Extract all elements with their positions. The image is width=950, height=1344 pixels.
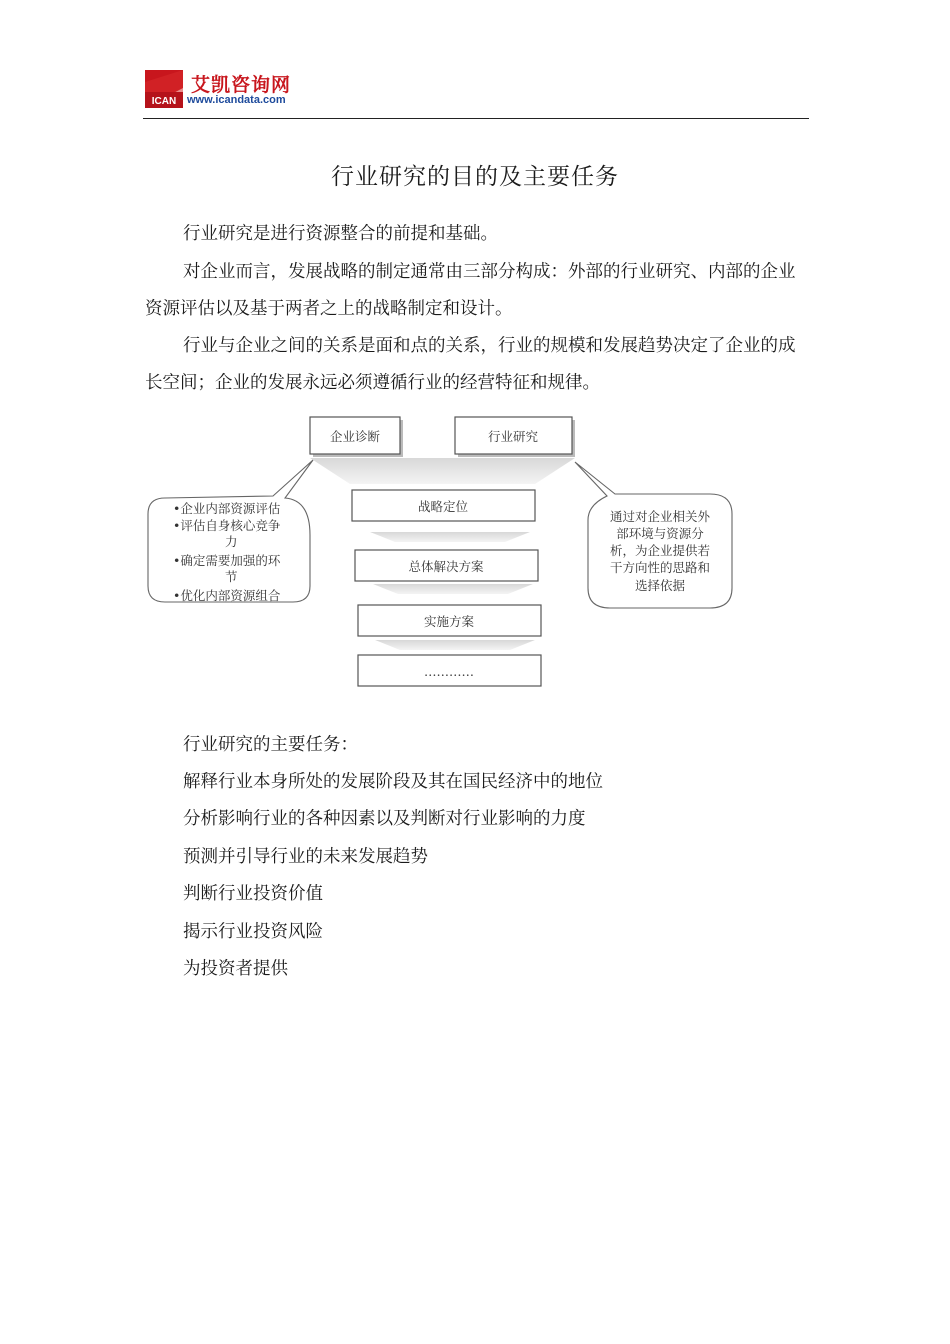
left-bubble-line-3: 力 bbox=[225, 534, 238, 549]
left-bubble-line-5: 节 bbox=[225, 569, 238, 584]
left-bubble-line-4: •确定需要加强的环 bbox=[173, 553, 281, 568]
funnel-top bbox=[310, 458, 575, 484]
paragraph-3: 行业与企业之间的关系是面和点的关系，行业的规模和发展趋势决定了企业的成长空间；企业的发展永远必须遵循行业的经营特征和规律。 bbox=[145, 336, 796, 393]
task-item: 分析影响行业的各种因素以及判断对行业影响的力度 bbox=[183, 809, 586, 829]
task-item: 判断行业投资价值 bbox=[183, 884, 323, 904]
funnel-step-2 bbox=[373, 584, 533, 594]
strategy-diagram bbox=[145, 410, 745, 695]
label-step-4: ………… bbox=[424, 664, 474, 679]
label-enterprise-diagnosis: 企业诊断 bbox=[329, 429, 381, 444]
left-bubble-line-6: •优化内部资源组合 bbox=[173, 588, 281, 603]
label-step-1: 战略定位 bbox=[417, 499, 469, 514]
page-header bbox=[143, 66, 809, 119]
left-bubble-line-2: •评估自身核心竞争 bbox=[173, 518, 281, 533]
funnel-step-3 bbox=[375, 640, 535, 650]
logo-url: www.icandata.com bbox=[187, 94, 286, 106]
label-industry-research: 行业研究 bbox=[487, 429, 539, 444]
right-bubble-line-1: 通过对企业相关外 bbox=[609, 509, 711, 524]
logo-mark-text: ICAN bbox=[151, 96, 177, 107]
label-step-2: 总体解决方案 bbox=[408, 559, 484, 574]
task-item: 揭示行业投资风险 bbox=[183, 922, 323, 942]
tasks-heading: 行业研究的主要任务： bbox=[183, 735, 358, 755]
right-bubble-line-4: 干方向性的思路和 bbox=[609, 560, 711, 575]
funnel-step-1 bbox=[370, 532, 530, 542]
right-bubble-line-5: 选择依据 bbox=[634, 578, 686, 593]
task-item: 为投资者提供 bbox=[183, 959, 288, 979]
paragraph-1: 行业研究是进行资源整合的前提和基础。 bbox=[183, 224, 498, 244]
logo-name: 艾凯咨询网 bbox=[191, 74, 292, 96]
task-item: 预测并引导行业的未来发展趋势 bbox=[183, 847, 428, 867]
page-title: 行业研究的目的及主要任务 bbox=[331, 164, 619, 190]
task-item: 解释行业本身所处的发展阶段及其在国民经济中的地位 bbox=[183, 772, 603, 792]
ican-logo-icon bbox=[145, 70, 183, 108]
left-bubble-line-1: •企业内部资源评估 bbox=[173, 501, 281, 516]
label-step-3: 实施方案 bbox=[423, 614, 475, 629]
right-bubble-line-3: 析，为企业提供若 bbox=[609, 543, 711, 558]
right-bubble-line-2: 部环境与资源分 bbox=[616, 526, 704, 541]
paragraph-2: 对企业而言，发展战略的制定通常由三部分构成：外部的行业研究、内部的企业资源评估以及基于两者之上的战略制定和设计。 bbox=[145, 262, 796, 319]
